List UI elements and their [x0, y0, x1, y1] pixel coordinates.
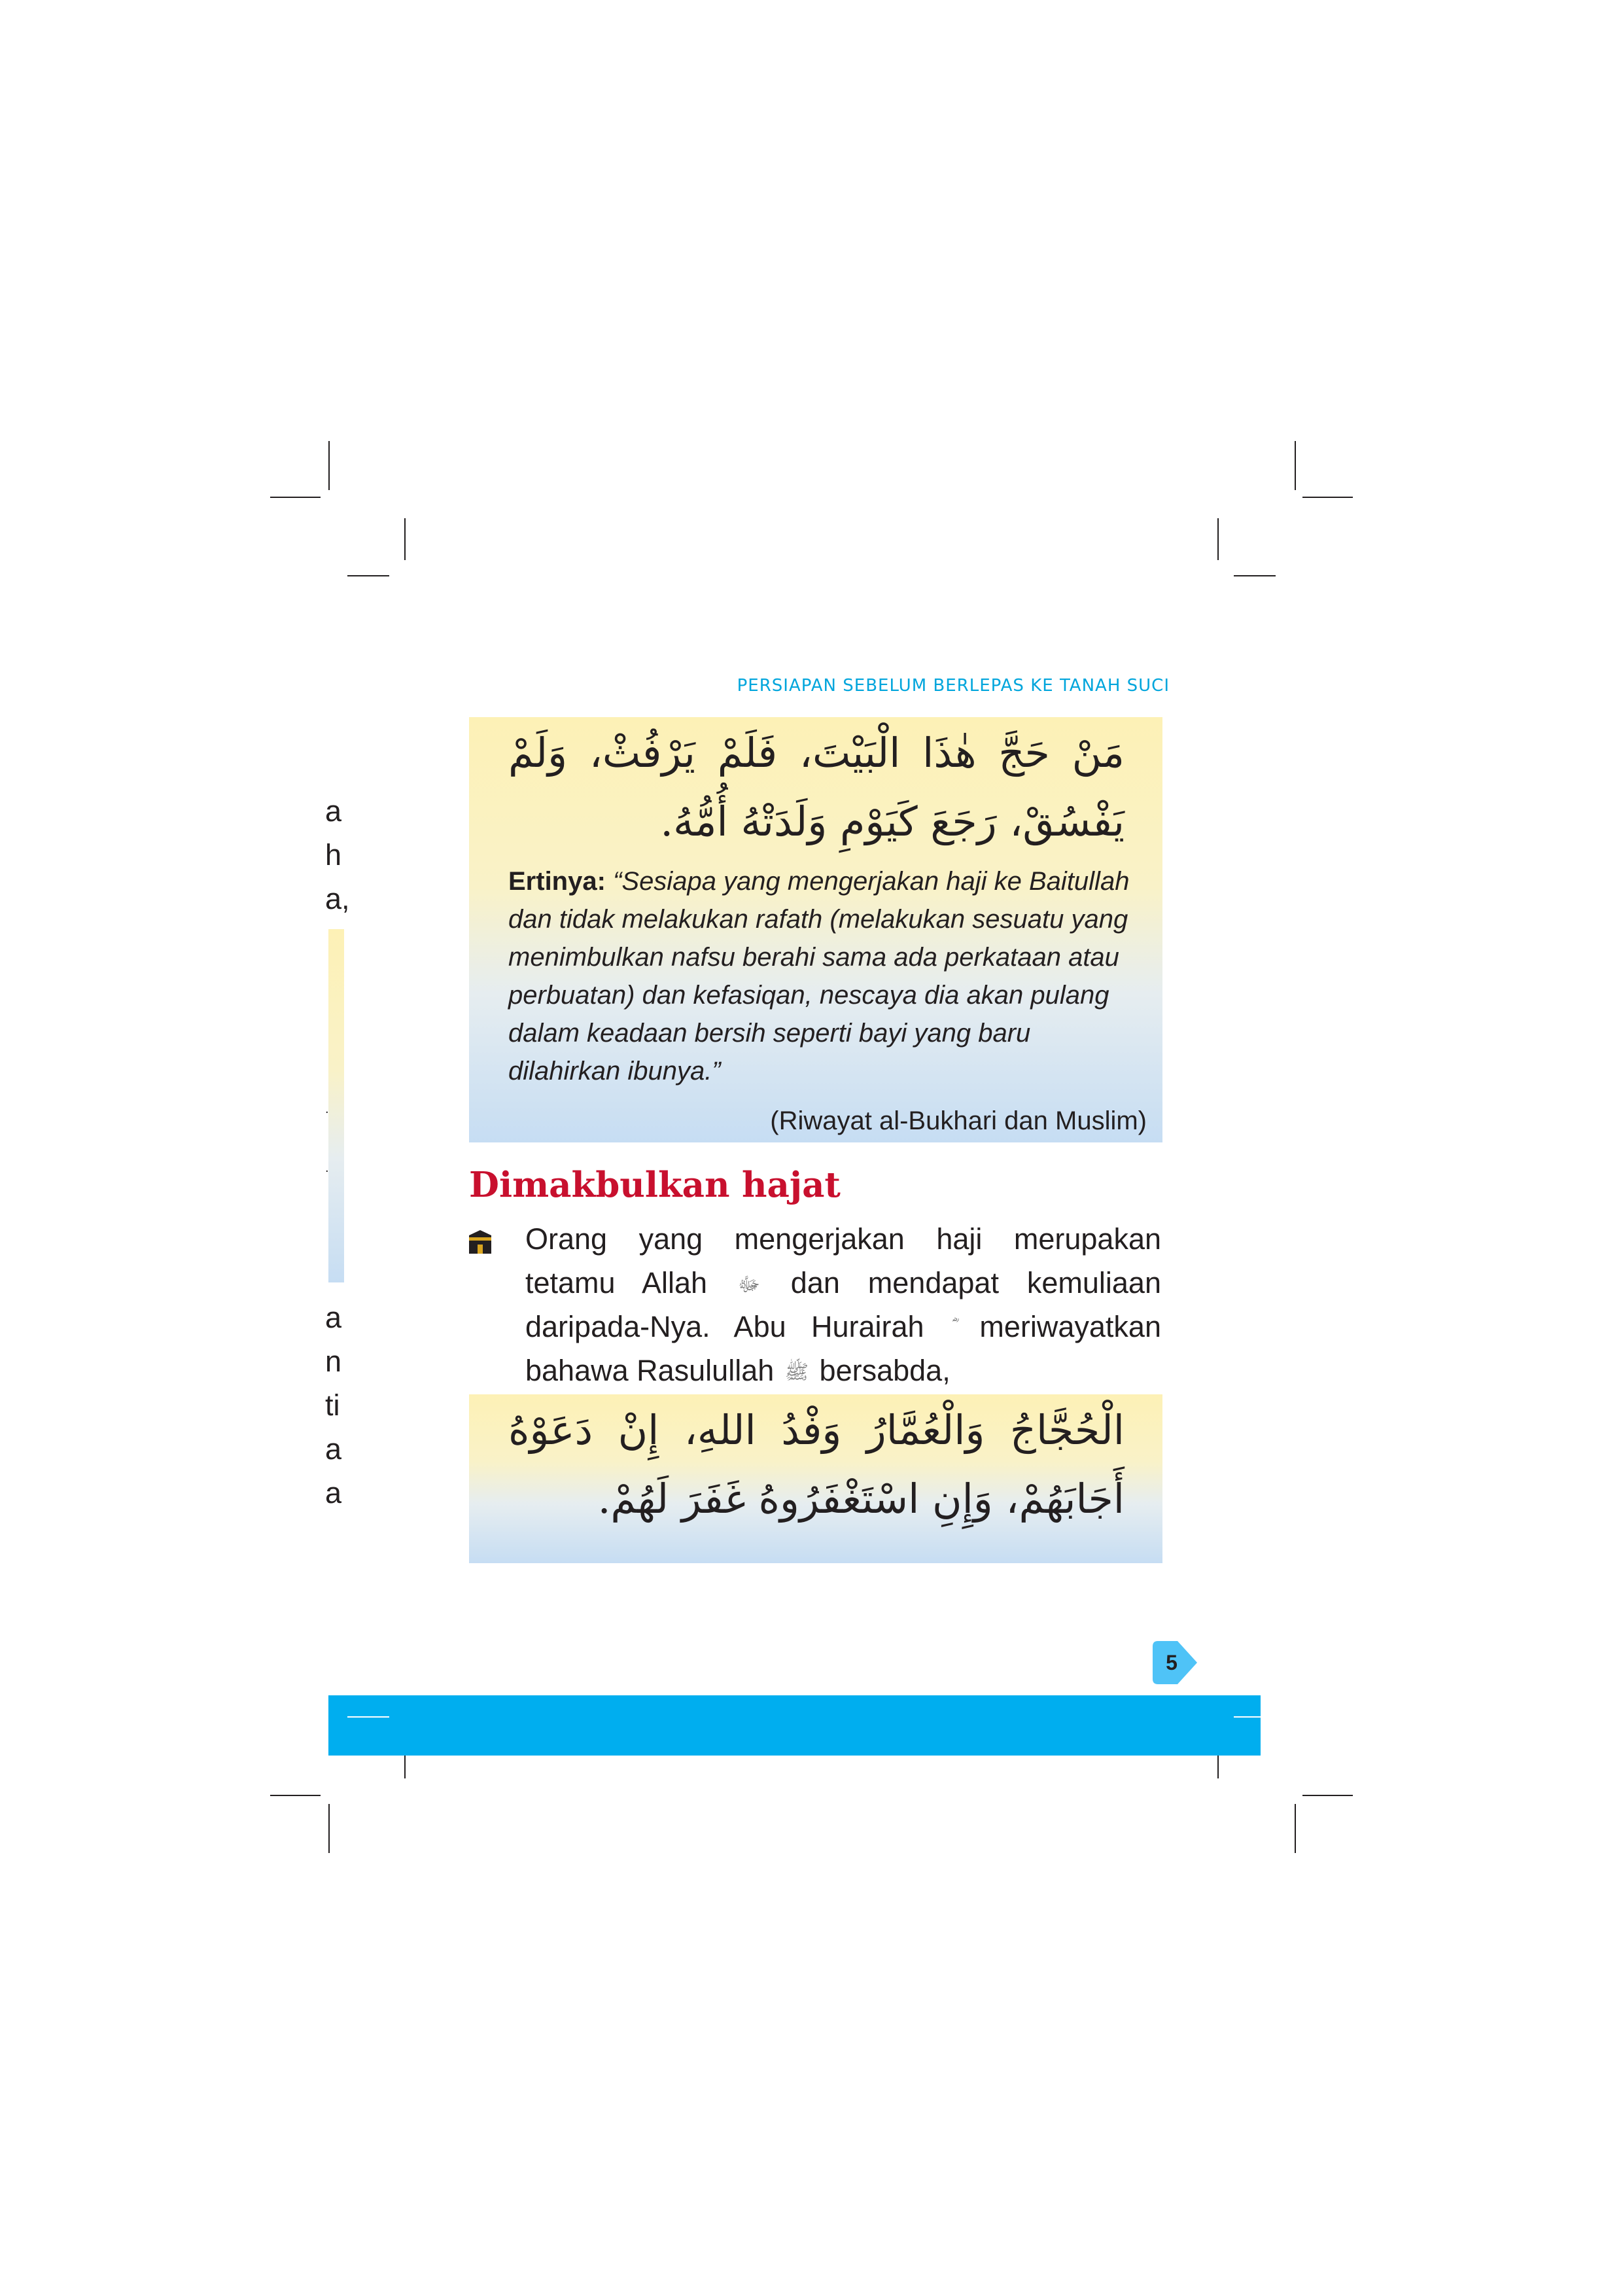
crop-mark	[1302, 497, 1353, 498]
hadith-arabic-text: مَنْ حَجَّ هٰذَا الْبَيْتَ، فَلَمْ يَرْفُثْ، وَلَمْ يَفْسُقْ، رَجَعَ كَيَوْمِ وَلَدَتْهُ أُمُّهُ.	[508, 729, 1125, 845]
page-number: 5	[1166, 1650, 1178, 1674]
footer-band	[328, 1695, 1261, 1756]
fragment-line: a	[325, 1476, 342, 1510]
fragment-line: .	[325, 1161, 329, 1175]
hadith-box	[469, 717, 1162, 1142]
crop-mark	[347, 575, 389, 576]
fragment-line: a,	[325, 882, 350, 915]
crop-mark	[1217, 518, 1219, 560]
honorific-allah-icon: ﷻ	[738, 1273, 760, 1297]
paragraph-text: bersabda,	[819, 1354, 951, 1387]
left-page-fragment-top	[325, 789, 351, 921]
fragment-line: h	[325, 838, 342, 872]
crop-mark	[270, 1795, 321, 1796]
hadith-arabic-text: الْحُجَّاجُ وَالْعُمَّارُ وَفْدُ اللهِ، إِنْ دَعَوْهُ أَجَابَهُمْ، وَإِنِ اسْتَغْفَرُوهُ غَفَرَ لَهُمْ.	[508, 1406, 1125, 1523]
crop-mark	[328, 441, 330, 490]
hadith-box	[469, 1394, 1162, 1563]
body-paragraph	[525, 1217, 1161, 1392]
crop-mark	[1295, 1804, 1296, 1853]
crop-mark	[404, 518, 406, 560]
crop-mark	[347, 1716, 389, 1718]
fragment-line: .	[325, 1102, 329, 1116]
kaaba-icon	[467, 1227, 493, 1255]
fragment-line: a	[325, 1432, 342, 1466]
honorific-salawat-icon: ﷺ	[784, 1361, 809, 1385]
crop-mark	[270, 497, 321, 498]
crop-mark	[1295, 441, 1296, 490]
hadith-reference: (Riwayat al-Bukhari dan Muslim)	[770, 1106, 1147, 1135]
left-page-fragment-bottom	[325, 1296, 351, 1515]
translation-text: “Sesiapa yang mengerjakan haji ke Baitullah dan tidak melakukan rafath (melakukan sesuatu yang menimbulkan nafsu berahi sama ada perkataan atau perbuatan) dan kefasiqan, nescaya dia akan pulang dalam keadaan bersih seperti bayi yang baru dilahirkan ibunya.”	[508, 867, 1130, 1086]
crop-mark	[1234, 575, 1276, 576]
paragraph-text: meriwayatkan bahawa Rasulullah	[525, 1310, 1161, 1387]
fragment-line: a	[325, 1301, 342, 1334]
crop-mark	[1302, 1795, 1353, 1796]
fragment-line: a	[325, 794, 342, 828]
fragment-line: n	[325, 1345, 342, 1378]
running-head: PERSIAPAN SEBELUM BERLEPAS KE TANAH SUCI	[737, 676, 1170, 696]
crop-mark	[328, 1804, 330, 1853]
section-heading: Dimakbulkan hajat	[469, 1165, 841, 1205]
page-number-tab	[1151, 1640, 1198, 1686]
crop-mark	[1234, 1716, 1276, 1718]
fragment-line: ti	[325, 1388, 340, 1422]
left-page-fragment-mid	[325, 1080, 351, 1197]
paragraph-text: dan mendapat kemuliaan daripada-Nya. Abu Hurairah	[525, 1266, 1161, 1343]
translation-lead: Ertinya:	[508, 867, 606, 896]
paragraph-text: Orang yang mengerjakan haji merupakan tetamu Allah	[525, 1222, 1161, 1299]
hadith-translation	[508, 862, 1147, 1090]
